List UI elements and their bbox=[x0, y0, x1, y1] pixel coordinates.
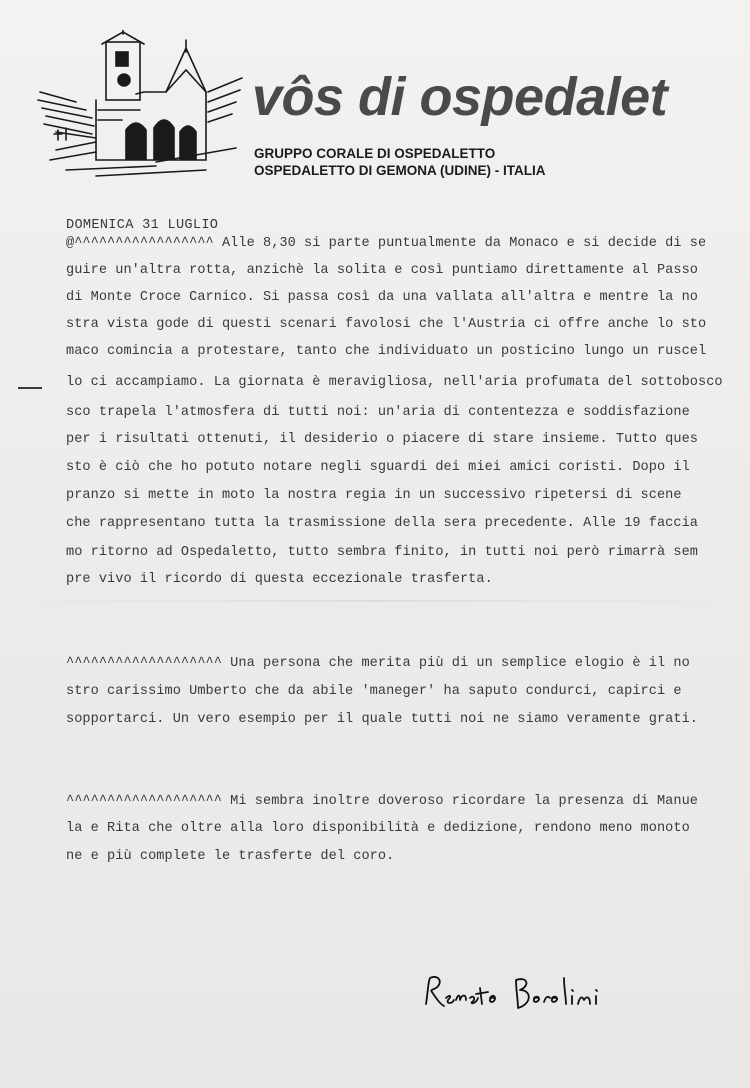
letterhead-line-2: OSPEDALETTO DI GEMONA (UDINE) - ITALIA bbox=[254, 163, 546, 178]
p1-line-2: guire un'altra rotta, anzichè la solita e così puntiamo direttamente al Passo bbox=[66, 263, 698, 278]
p1-line-8: per i risultati ottenuti, il desiderio o piacere di stare insieme. Tutto ques bbox=[66, 432, 698, 447]
handwritten-signature bbox=[418, 968, 628, 1028]
p3-line-1: ^^^^^^^^^^^^^^^^^^^ Mi sembra inoltre doveroso ricordare la presenza di Manue bbox=[66, 794, 698, 809]
brand-title: vôs di ospedalet bbox=[252, 67, 668, 127]
date-heading: DOMENICA 31 LUGLIO bbox=[66, 218, 219, 233]
church-logo-icon bbox=[36, 30, 246, 180]
p2-line-1: ^^^^^^^^^^^^^^^^^^^ Una persona che merita più di un semplice elogio è il no bbox=[66, 656, 690, 671]
p1-line-13: pre vivo il ricordo di questa eccezionale trasferta. bbox=[66, 572, 493, 587]
p1-line-11: che rappresentano tutta la trasmissione della sera precedente. Alle 19 faccia bbox=[66, 516, 698, 531]
p1-line-4: stra vista gode di questi scenari favolosi che l'Austria ci offre anche lo sto bbox=[66, 317, 707, 332]
p1-line-3: di Monte Croce Carnico. Si passa così da una vallata all'altra e mentre la no bbox=[66, 290, 698, 305]
p1-line-1: @^^^^^^^^^^^^^^^^^ Alle 8,30 si parte puntualmente da Monaco e si decide di se bbox=[66, 236, 707, 251]
letterhead-line-1: GRUPPO CORALE DI OSPEDALETTO bbox=[254, 146, 496, 161]
p2-line-2: stro carissimo Umberto che da abile 'maneger' ha saputo condurci, capirci e bbox=[66, 684, 682, 699]
p1-line-10: pranzo si mette in moto la nostra regia in un successivo ripetersi di scene bbox=[66, 488, 682, 503]
p3-line-3: ne e più complete le trasferte del coro. bbox=[66, 849, 395, 864]
paper-fold bbox=[0, 600, 750, 602]
p1-line-6: lo ci accampiamo. La giornata è meravigliosa, nell'aria profumata del sottobosco bbox=[66, 375, 723, 390]
p2-line-3: sopportarci. Un vero esempio per il quale tutti noi ne siamo veramente grati. bbox=[66, 712, 698, 727]
margin-mark bbox=[18, 387, 42, 389]
p1-line-5: maco comincia a protestare, tanto che individuato un posticino lungo un ruscel bbox=[66, 344, 707, 359]
p1-line-12: mo ritorno ad Ospedaletto, tutto sembra finito, in tutti noi però rimarrà sem bbox=[66, 545, 698, 560]
p1-line-7: sco trapela l'atmosfera di tutti noi: un'aria di contentezza e soddisfazione bbox=[66, 405, 690, 420]
p3-line-2: la e Rita che oltre alla loro disponibilità e dedizione, rendono meno monoto bbox=[66, 821, 690, 836]
p1-line-9: sto è ciò che ho potuto notare negli sguardi dei miei amici coristi. Dopo il bbox=[66, 460, 690, 475]
